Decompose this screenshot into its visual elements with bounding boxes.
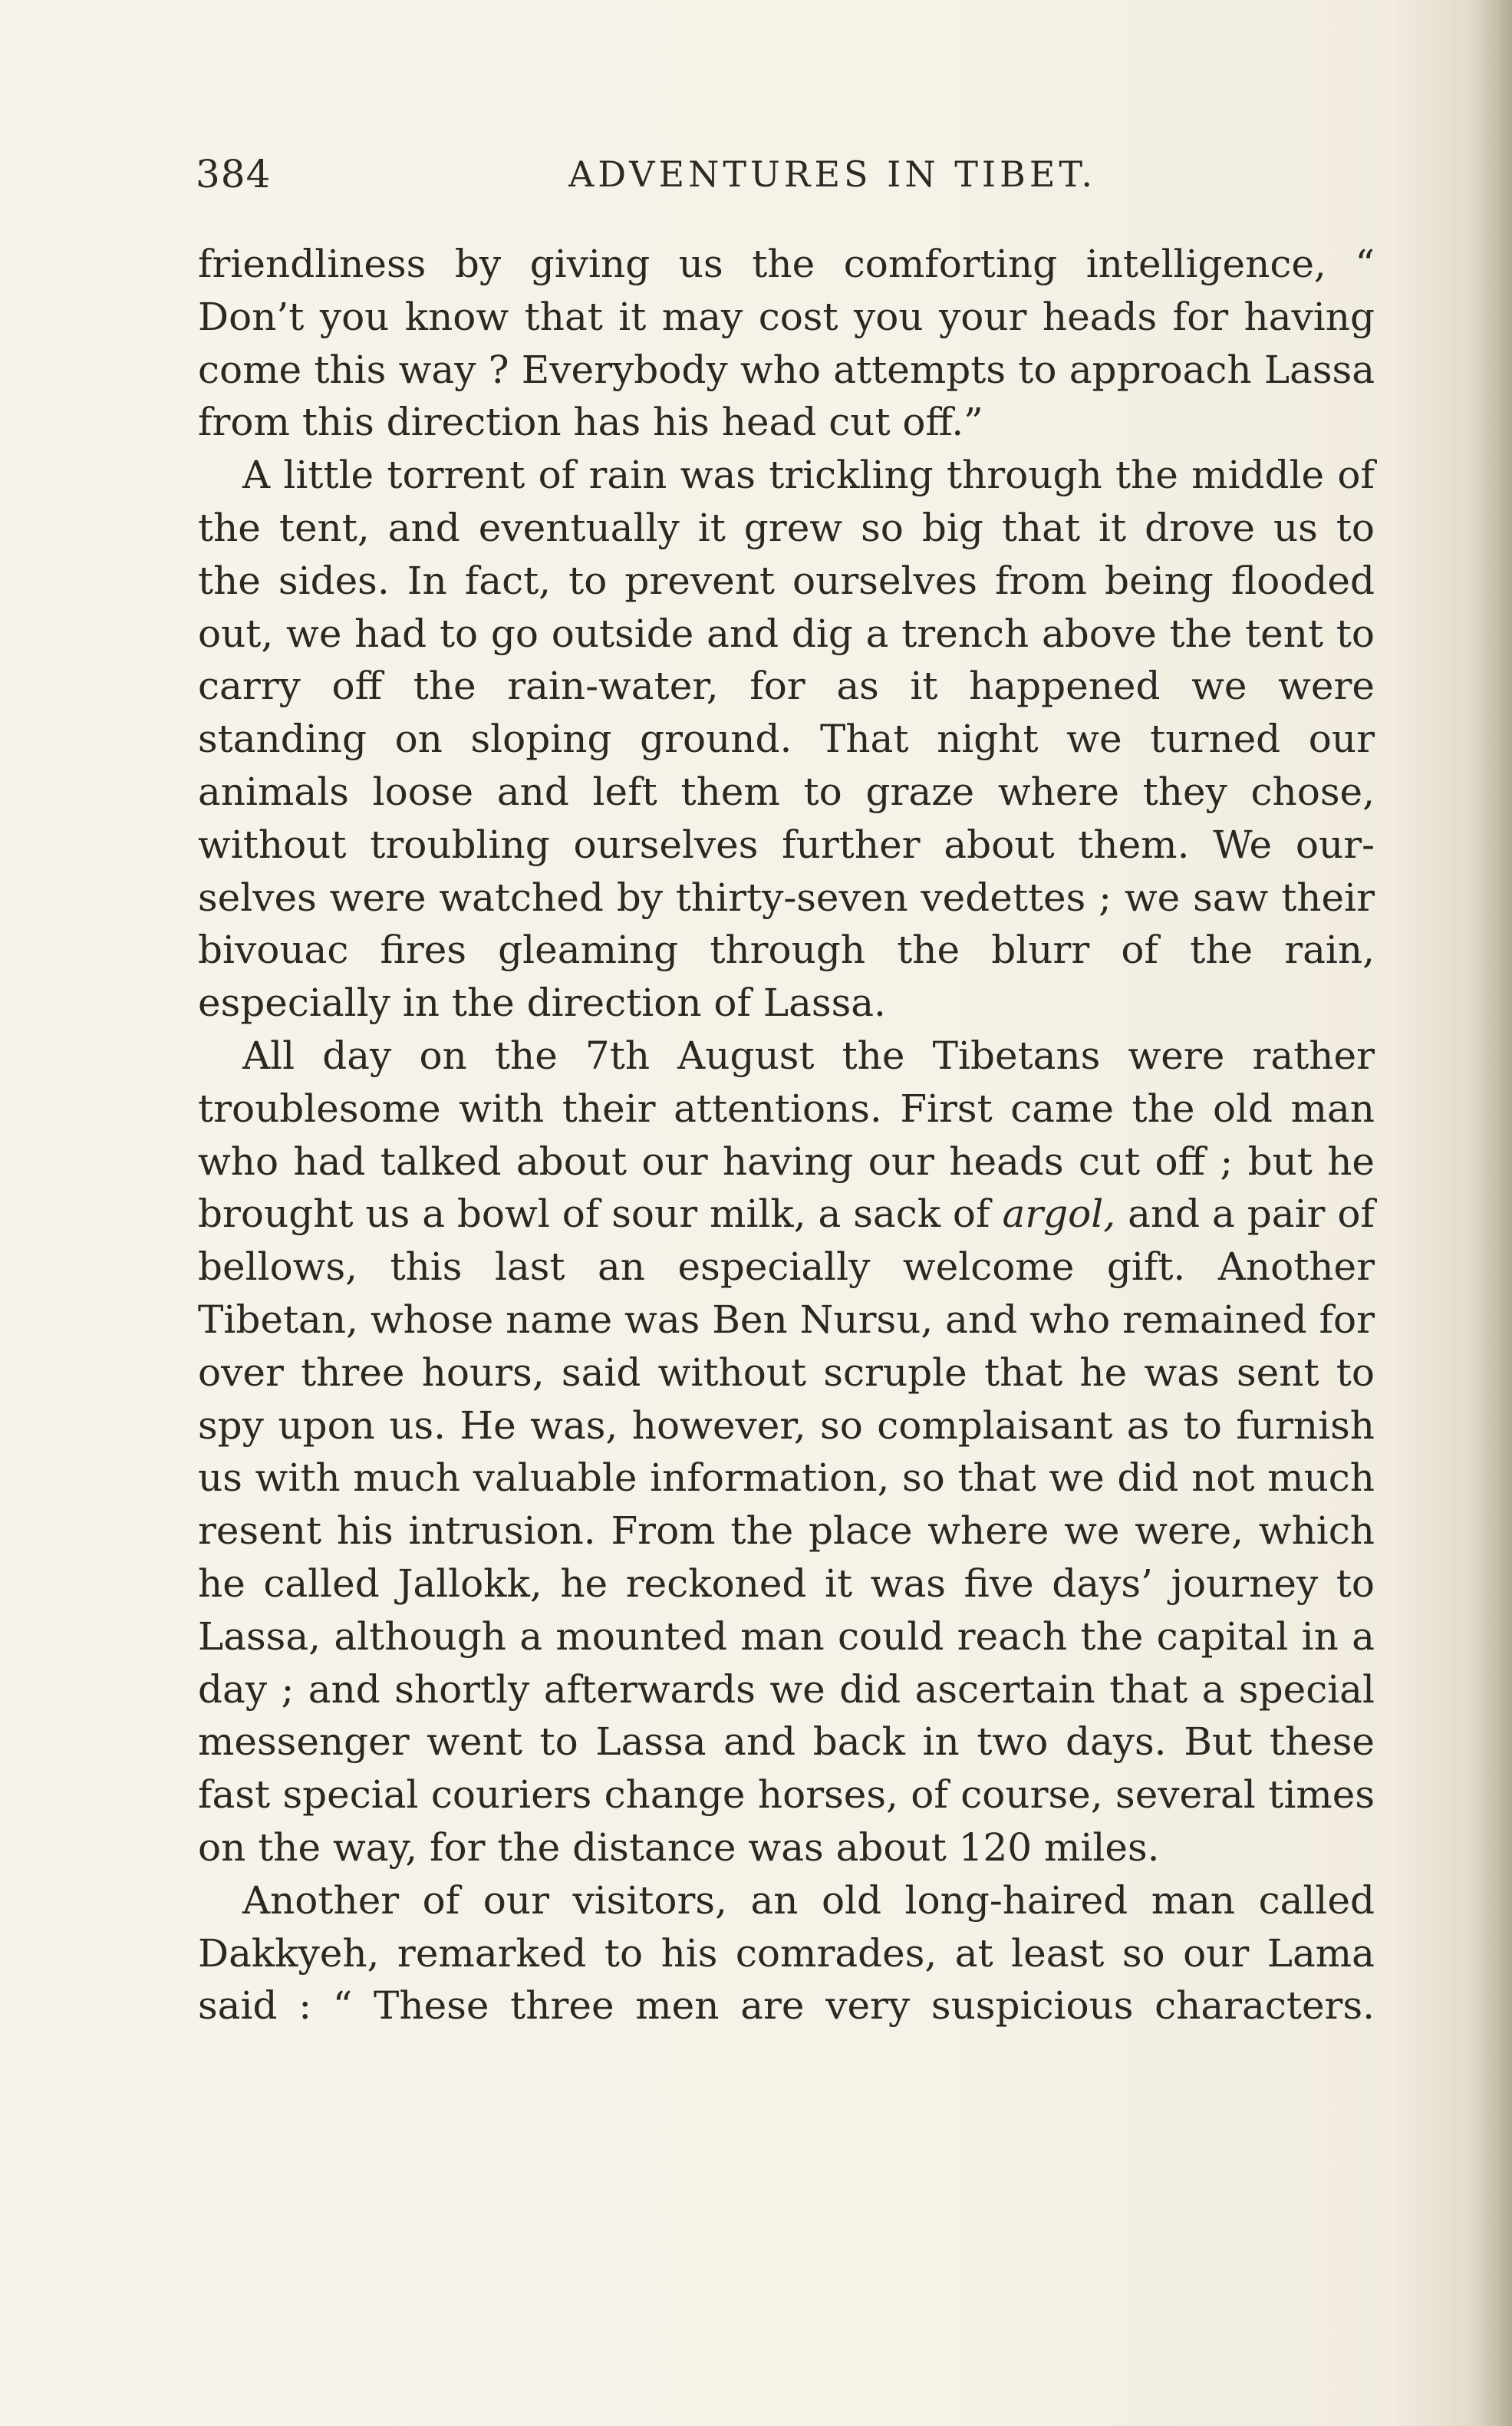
paragraph-3-part-1: All day on the 7th August the Tibetans were rather troublesome with their attentions. First came the old man who had talked about our having our heads cut off ; but he brought us a bowl of sour milk, a sack of (198, 1033, 1375, 1237)
paragraph-3 (198, 1030, 1375, 1874)
paragraph-4: Another of our visitors, an old long-haired man called Dakkyeh, remarked to his comrades, at least so our Lama said : “ These three men are very suspicious characters. (198, 1877, 1375, 2029)
paragraph-1: friendliness by giving us the comforting intelligence, “ Don’t you know that it may cost you your heads for having come this way ? Everybody who attempts to approach Lassa from this direction has his head cut off.” (198, 242, 1375, 445)
page-number: 384 (196, 152, 272, 196)
paragraph-2: A little torrent of rain was trickling through the middle of the tent, and eventually it grew so big that it drove us to the sides. In fact, to prevent ourselves from being flooded out, we had to go outside and dig a trench above the tent to carry off the rain-water, for as it happened we were standing on sloping ground. That night we turned our animals loose and left them to graze where they chose, without troubling ourselves further about them. We our-selves were watched by thirty-seven vedettes ; we saw their bivouac fires gleaming through the blurr of the rain, especially in the direction of Lassa. (198, 453, 1375, 1026)
paragraph-3-part-2: and a pair of bellows, this last an especially welcome gift. Another Tibetan, whose name was Ben Nursu, and who remained for over three hours, said without scruple that he was sent to spy upon us. He was, however, so complaisant as to furnish us with much valuable information, so that we did not much resent his intrusion. From the place where we were, which he called Jallokk, he reckoned it was five days’ journey to Lassa, although a mounted man could reach the capital in a day ; and shortly afterwards we did ascertain that a special messenger went to Lassa and back in two days. But these fast special couriers change horses, of course, several times on the way, for the distance was about 120 miles. (198, 1192, 1375, 1870)
italic-term: argol, (1002, 1192, 1116, 1237)
running-title: ADVENTURES IN TIBET. (568, 153, 1096, 195)
running-head (196, 146, 1377, 207)
page-edge-shadow (1477, 0, 1512, 2426)
body-text (198, 238, 1375, 2032)
